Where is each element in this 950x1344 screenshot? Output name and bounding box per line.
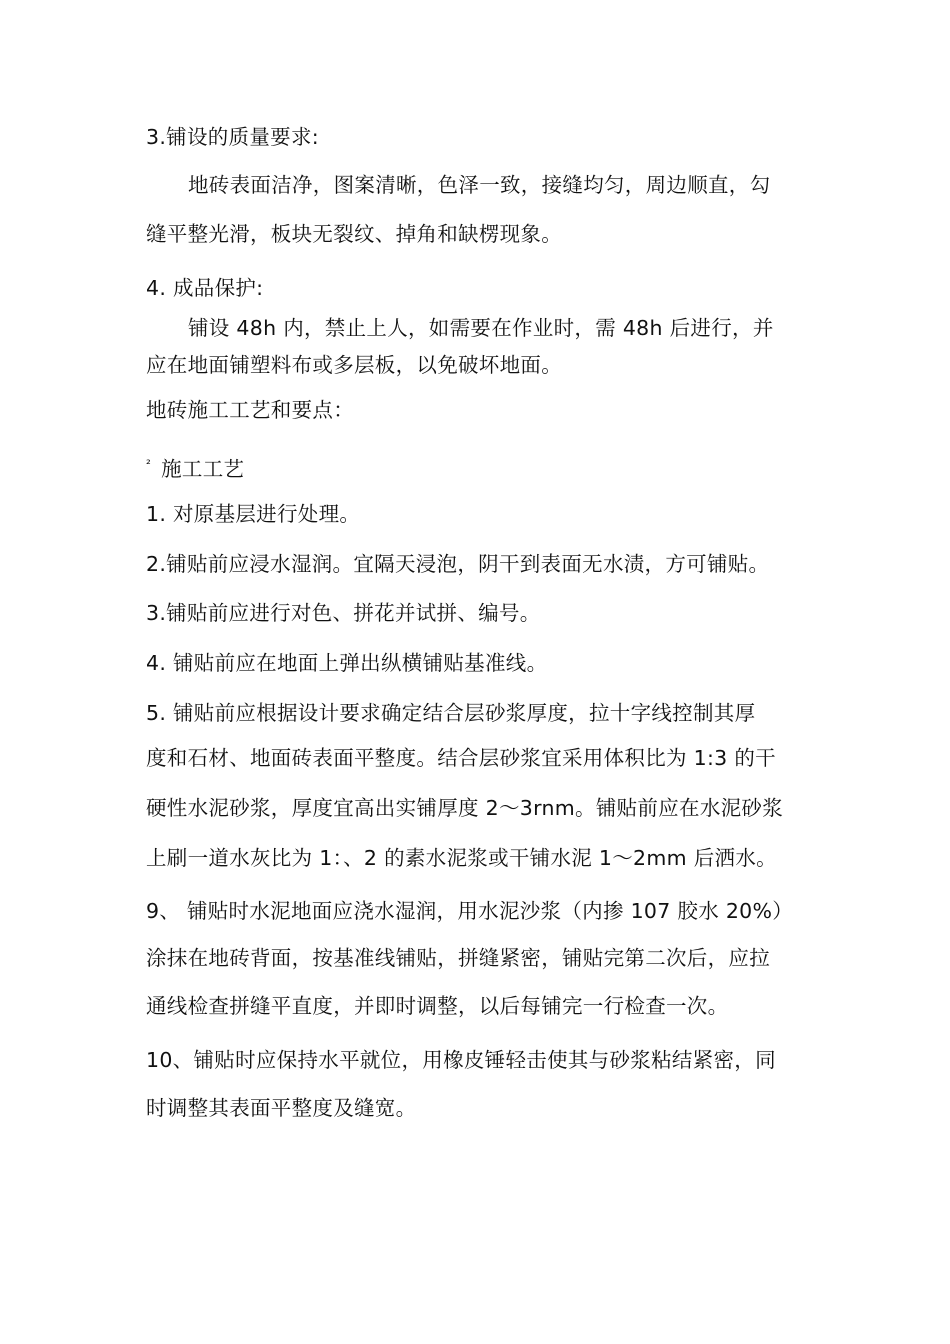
paragraph-line: 应在地面铺塑料布或多层板，以免破坏地面。 [146,353,562,377]
paragraph-line: 缝平整光滑，板块无裂纹、掉角和缺楞现象。 [146,222,562,246]
list-item: 3.铺贴前应进行对色、拼花并试拼、编号。 [146,601,541,625]
paragraph-line: 上刷一道水灰比为 1：、2 的素水泥浆或干铺水泥 1～2mm 后洒水。 [146,846,777,870]
list-item: 10、铺贴时应保持水平就位，用橡皮锤轻击使其与砂浆粘结紧密，同 [146,1048,776,1072]
list-item: 2.铺贴前应浸水湿润。宜隔天浸泡，阴干到表面无水渍，方可铺贴。 [146,552,770,576]
paragraph-line: 度和石材、地面砖表面平整度。结合层砂浆宜采用体积比为 1:3 的干 [146,746,776,770]
section-heading-quality: 3.铺设的质量要求: [146,125,319,149]
list-item: 9、 铺贴时水泥地面应浇水湿润，用水泥沙浆（内掺 107 胶水 20%） [146,899,794,923]
bullet-heading-text: 施工工艺 [161,456,245,481]
section-heading-protection: 4. 成品保护: [146,276,264,300]
bullet-heading [146,451,244,482]
list-item: 1. 对原基层进行处理。 [146,502,361,526]
paragraph-line: 硬性水泥砂浆，厚度宜高出实铺厚度 2～3rnm。铺贴前应在水泥砂浆 [146,796,784,820]
list-item: 5. 铺贴前应根据设计要求确定结合层砂浆厚度，拉十字线控制其厚 [146,701,756,725]
paragraph-line: 铺设 48h 内，禁止上人，如需要在作业时，需 48h 后进行，并 [188,316,774,340]
paragraph-line: 地砖表面洁净，图案清晰，色泽一致，接缝均匀，周边顺直，勾 [188,173,771,197]
bullet-icon: ² [146,457,152,471]
list-item: 4. 铺贴前应在地面上弹出纵横铺贴基准线。 [146,651,548,675]
section-heading-process: 地砖施工工艺和要点： [146,398,354,422]
paragraph-line: 涂抹在地砖背面，按基准线铺贴，拼缝紧密，铺贴完第二次后，应拉 [146,946,770,970]
paragraph-line: 时调整其表面平整度及缝宽。 [146,1096,417,1120]
paragraph-line: 通线检查拼缝平直度，并即时调整，以后每铺完一行检查一次。 [146,994,729,1018]
